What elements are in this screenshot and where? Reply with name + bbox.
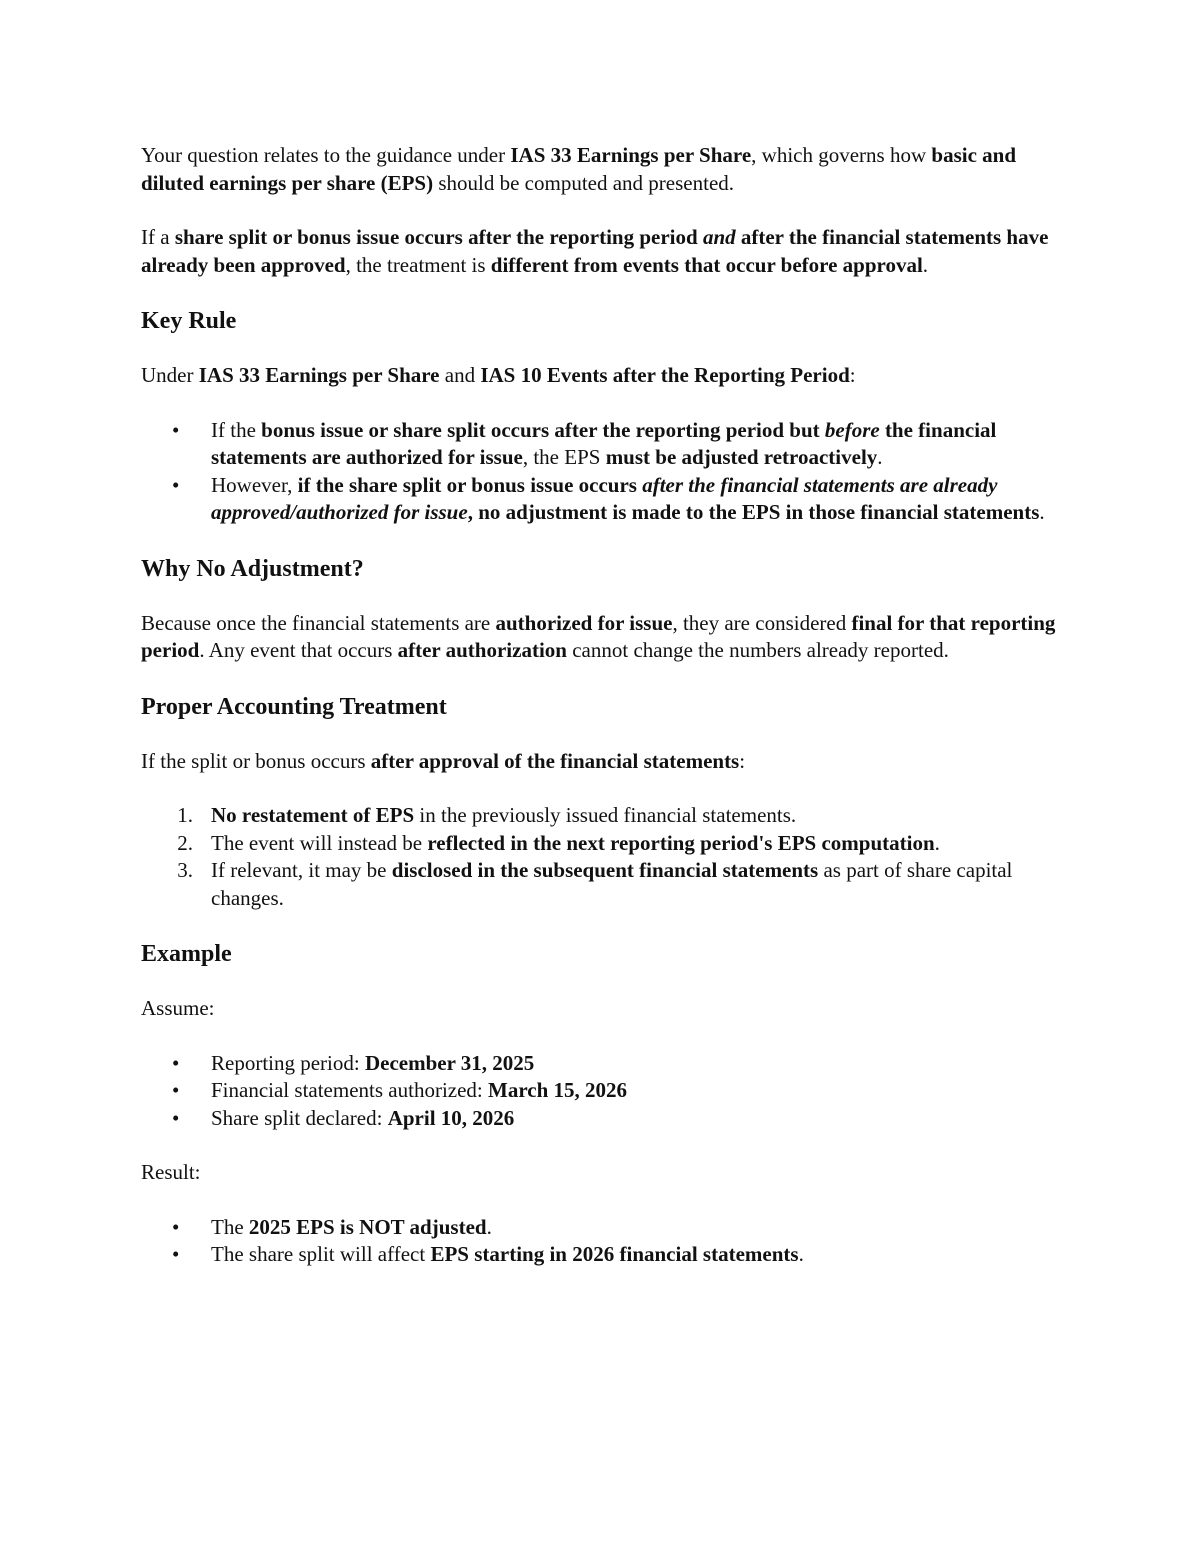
text-run: The event will instead be bbox=[211, 830, 428, 855]
text-run: If the bbox=[211, 417, 262, 442]
bold-text-run: after approval of the financial statements bbox=[370, 748, 740, 773]
text-run: . bbox=[877, 445, 883, 469]
text-run: . bbox=[798, 1242, 804, 1266]
bold-text-run: IAS 10 Events after the Reporting Period bbox=[480, 363, 850, 387]
text-run: , the treatment is bbox=[345, 252, 491, 277]
text-run: Because once the financial statements are bbox=[141, 610, 496, 635]
bold-text-run: authorized for issue bbox=[495, 610, 673, 635]
example-heading: Example bbox=[141, 941, 232, 967]
list-item bbox=[141, 417, 1061, 472]
text-run: , which governs how bbox=[751, 143, 932, 167]
list-item-text bbox=[211, 1078, 627, 1102]
list-item bbox=[141, 1077, 1061, 1105]
bold-text-run: disclosed in the subsequent financial statements bbox=[391, 858, 819, 882]
bold-text-run: if the share split or bonus issue occurs bbox=[297, 472, 643, 497]
treatment-heading: Proper Accounting Treatment bbox=[141, 693, 447, 720]
bullet-marker: • bbox=[172, 472, 180, 497]
item-number: 2. bbox=[177, 830, 193, 855]
document-page bbox=[141, 142, 1061, 1296]
numbered-item-text bbox=[211, 831, 940, 855]
treatment-lead bbox=[141, 748, 1061, 776]
text-run: Reporting period: bbox=[211, 1050, 365, 1075]
key-rule-lead bbox=[141, 362, 1061, 390]
assume-label: Assume: bbox=[141, 996, 215, 1020]
text-run: If a bbox=[141, 225, 175, 249]
bold-text-run: 2025 EPS is NOT adjusted bbox=[248, 1214, 487, 1239]
list-item-text bbox=[211, 473, 1045, 525]
item-number: 1. bbox=[177, 803, 193, 827]
bold-text-run: basic and diluted earnings per share (EPS) bbox=[141, 143, 1017, 195]
bullet-marker: • bbox=[172, 1050, 180, 1075]
why-heading: Why No Adjustment? bbox=[141, 555, 364, 582]
bold-text-run: December 31, 2025 bbox=[364, 1050, 535, 1075]
bold-text-run: must be adjusted retroactively bbox=[605, 445, 878, 469]
numbered-item bbox=[141, 857, 1061, 912]
text-run: , they are considered bbox=[672, 610, 852, 635]
bold-italic-text-run: and bbox=[702, 225, 736, 249]
item-number: 3. bbox=[177, 858, 193, 882]
text-run: : bbox=[739, 748, 746, 773]
text-run: in the previously issued financial statements. bbox=[414, 803, 797, 827]
list-item bbox=[141, 1241, 1061, 1269]
numbered-item bbox=[141, 802, 1061, 830]
list-item-text bbox=[211, 1051, 534, 1075]
bullet-marker: • bbox=[172, 1105, 180, 1130]
assume-list bbox=[141, 1050, 1061, 1133]
list-item-text bbox=[211, 418, 996, 470]
text-run: The share split will affect bbox=[211, 1242, 431, 1266]
bold-text-run: IAS 33 Earnings per Share bbox=[198, 363, 440, 387]
result-label: Result: bbox=[141, 1160, 201, 1184]
list-item bbox=[141, 1050, 1061, 1078]
bold-text-run: bonus issue or share split occurs after the reporting period but bbox=[261, 417, 825, 442]
bold-text-run: different from events that occur before approval bbox=[490, 252, 923, 277]
text-run: : bbox=[849, 363, 856, 387]
text-run: as part of share capital changes. bbox=[211, 858, 1013, 910]
bullet-marker: • bbox=[172, 1214, 180, 1239]
text-run: Share split declared: bbox=[211, 1105, 388, 1130]
intro-paragraph-1 bbox=[141, 142, 1061, 197]
result-list bbox=[141, 1214, 1061, 1269]
text-run: should be computed and presented. bbox=[433, 170, 735, 195]
bold-italic-text-run: after the financial statements are already approved/authorized for issue bbox=[211, 472, 998, 524]
bold-text-run: April 10, 2026 bbox=[387, 1105, 515, 1130]
list-item bbox=[141, 1105, 1061, 1133]
bold-text-run: No restatement of EPS bbox=[211, 803, 415, 827]
text-run: , the EPS bbox=[522, 445, 606, 469]
bold-text-run: final for that reporting period bbox=[141, 610, 1056, 662]
bold-text-run: IAS 33 Earnings per Share bbox=[510, 143, 752, 167]
treatment-list bbox=[141, 802, 1061, 912]
numbered-item-text bbox=[211, 858, 1012, 910]
bold-text-run: EPS starting in 2026 financial statements bbox=[430, 1242, 799, 1266]
bold-italic-text-run: before bbox=[824, 417, 880, 442]
list-item bbox=[141, 1214, 1061, 1242]
text-run: . bbox=[1039, 500, 1045, 524]
bold-text-run: after authorization bbox=[397, 638, 567, 662]
text-run: Under bbox=[141, 363, 199, 387]
list-item-text bbox=[211, 1215, 492, 1239]
list-item-text bbox=[211, 1106, 514, 1130]
bold-text-run: reflected in the next reporting period's EPS computation bbox=[427, 830, 935, 855]
bullet-marker: • bbox=[172, 1242, 180, 1266]
key-rule-heading: Key Rule bbox=[141, 308, 237, 334]
intro-paragraph-2 bbox=[141, 224, 1061, 279]
bullet-marker: • bbox=[172, 1078, 180, 1102]
text-run: Financial statements authorized: bbox=[211, 1078, 488, 1102]
bold-text-run: , no adjustment is made to the EPS in those financial statements bbox=[467, 500, 1040, 524]
text-run: and bbox=[439, 363, 481, 387]
key-rule-list bbox=[141, 417, 1061, 527]
text-run: . bbox=[486, 1214, 492, 1239]
text-run: Your question relates to the guidance under bbox=[141, 143, 511, 167]
list-item-text bbox=[211, 1242, 804, 1266]
text-run: . bbox=[922, 252, 929, 277]
bold-text-run: March 15, 2026 bbox=[488, 1078, 628, 1102]
bold-text-run: the financial statements are authorized for issue bbox=[211, 417, 997, 469]
text-run: If the split or bonus occurs bbox=[141, 748, 371, 773]
text-run: . bbox=[934, 830, 940, 855]
text-run: If relevant, it may be bbox=[211, 858, 392, 882]
text-run: cannot change the numbers already reported. bbox=[566, 638, 949, 662]
list-item bbox=[141, 472, 1061, 527]
numbered-item bbox=[141, 830, 1061, 858]
text-run: The bbox=[211, 1214, 249, 1239]
bold-text-run: share split or bonus issue occurs after the reporting period bbox=[174, 225, 703, 249]
bullet-marker: • bbox=[172, 417, 180, 442]
bold-text-run: after the financial statements have already been approved bbox=[141, 225, 1049, 277]
why-paragraph bbox=[141, 610, 1061, 665]
text-run: However, bbox=[211, 472, 298, 497]
numbered-item-text bbox=[211, 803, 796, 827]
text-run: . Any event that occurs bbox=[199, 638, 398, 662]
